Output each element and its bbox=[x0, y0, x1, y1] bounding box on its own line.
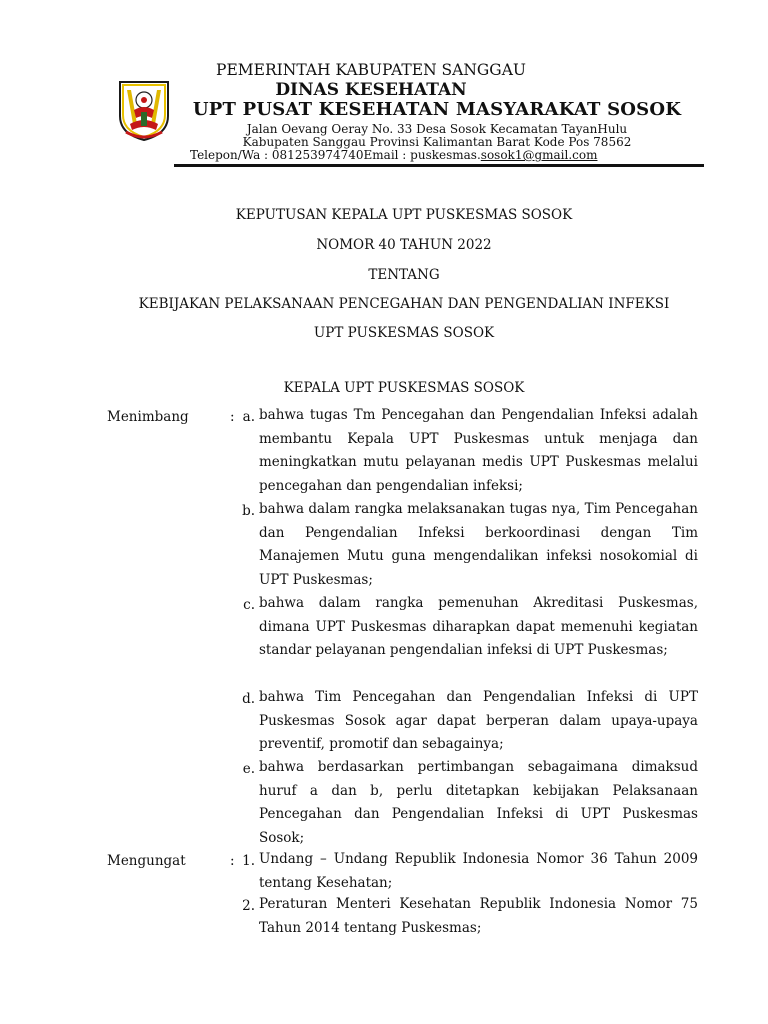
menimbang-mark-a: a. bbox=[242, 409, 255, 425]
menimbang-item-e: bahwa berdasarkan pertimbangan sebagaimana dimaksud huruf a dan b, perlu ditetapkan kebijakan Pelaksanaan Pencegahan dan Pengendalian Infeksi di UPT Puskesmas Sosok; bbox=[259, 759, 698, 846]
menimbang-item-b: bahwa dalam rangka melaksanakan tugas nya, Tim Pencegahan dan Pengendalian Infeksi berkoordinasi dengan Tim Manajemen Mutu guna mengendalikan infeksi nosokomial di UPT Puskesmas; bbox=[259, 501, 698, 588]
menimbang-mark-e: e. bbox=[242, 761, 255, 777]
menimbang-label: Menimbang bbox=[107, 409, 189, 425]
mengingat-mark-2: 2. bbox=[242, 898, 255, 914]
menimbang-mark-d: d. bbox=[242, 691, 255, 707]
contact-prefix: Telepon/Wa : 081253974740Email : puskesmas. bbox=[190, 148, 481, 162]
decree-title: KEPUTUSAN KEPALA UPT PUSKESMAS SOSOK bbox=[235, 207, 573, 223]
government-name: PEMERINTAH KABUPATEN SANGGAU bbox=[216, 61, 526, 79]
regency-emblem-icon bbox=[116, 78, 172, 142]
mengingat-mark-1: 1. bbox=[242, 853, 255, 869]
address-line-2: Kabupaten Sanggau Provinsi Kalimantan Barat Kode Pos 78562 bbox=[242, 135, 632, 149]
decree-number: NOMOR 40 TAHUN 2022 bbox=[316, 237, 492, 253]
menimbang-item-c: bahwa dalam rangka pemenuhan Akreditasi Puskesmas, dimana UPT Puskesmas diharapkan dapat memenuhi kegiatan standar pelayanan pengendalian infeksi di UPT Puskesmas; bbox=[259, 595, 698, 659]
mengingat-item-1: Undang – Undang Republik Indonesia Nomor 36 Tahun 2009 tentang Kesehatan; bbox=[259, 851, 698, 891]
decree-issuer: KEPALA UPT PUSKESMAS SOSOK bbox=[283, 380, 525, 396]
department-name: DINAS KESEHATAN bbox=[275, 80, 467, 100]
mengingat-item-2: Peraturan Menteri Kesehatan Republik Indonesia Nomor 75 Tahun 2014 tentang Puskesmas; bbox=[259, 896, 698, 936]
menimbang-colon: : bbox=[230, 409, 235, 425]
letterhead-divider bbox=[174, 164, 704, 167]
menimbang-mark-c: c. bbox=[243, 597, 255, 613]
menimbang-item-d: bahwa Tim Pencegahan dan Pengendalian Infeksi di UPT Puskesmas Sosok agar dapat berperan dalam upaya-upaya preventif, promotif dan sebagainya; bbox=[259, 689, 698, 753]
contact-email[interactable]: sosok1@gmail.com bbox=[480, 148, 598, 162]
menimbang-mark-b: b. bbox=[242, 503, 255, 519]
address-line-1: Jalan Oevang Oeray No. 33 Desa Sosok Kecamatan TayanHulu bbox=[246, 122, 628, 136]
letterhead bbox=[0, 0, 768, 172]
menimbang-item-a: bahwa tugas Tm Pencegahan dan Pengendalian Infeksi adalah membantu Kepala UPT Puskesmas untuk menjaga dan meningkatkan mutu pelayanan medis UPT Puskesmas melalui pencegahan dan pengendalian infeksi; bbox=[259, 407, 698, 494]
mengingat-label: Mengungat bbox=[107, 853, 186, 869]
unit-name: UPT PUSAT KESEHATAN MASYARAKAT SOSOK bbox=[192, 99, 682, 120]
decree-subject-line-1: KEBIJAKAN PELAKSANAAN PENCEGAHAN DAN PENGENDALIAN INFEKSI bbox=[138, 296, 670, 312]
decree-subject-line-2: UPT PUSKESMAS SOSOK bbox=[313, 325, 495, 341]
decree-about: TENTANG bbox=[368, 267, 440, 283]
contact-line bbox=[190, 148, 597, 162]
mengingat-colon: : bbox=[230, 853, 235, 869]
